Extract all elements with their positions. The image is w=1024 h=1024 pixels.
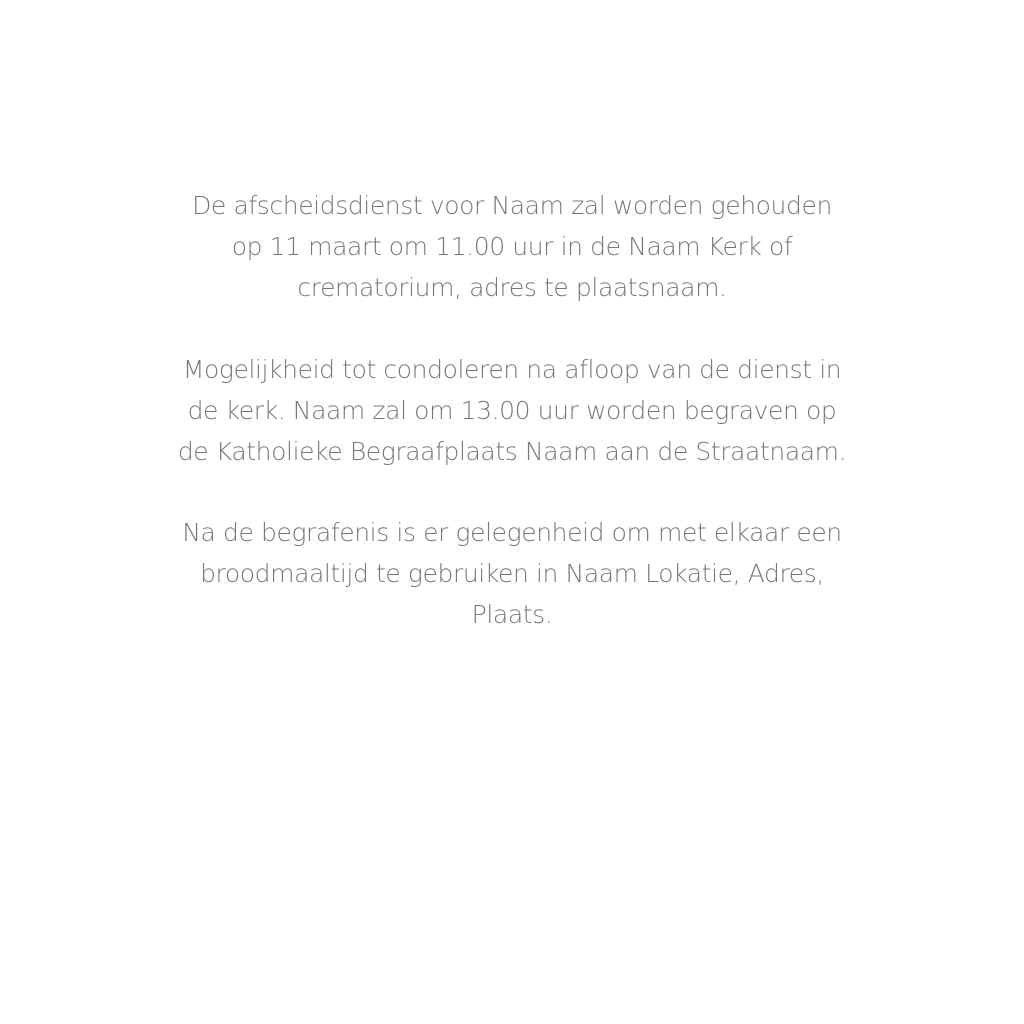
paragraph-line: Plaats. — [471, 600, 553, 629]
paragraph-line: de kerk. Naam zal om 13.00 uur worden begraven op — [187, 396, 837, 425]
paragraph-line: Na de begrafenis is er gelegenheid om met elkaar een — [182, 518, 842, 547]
paragraph-line: De afscheidsdienst voor Naam zal worden gehouden — [192, 191, 832, 220]
paragraph-line: Mogelijkheid tot condoleren na afloop van de dienst in — [182, 355, 842, 384]
paragraph-reception — [140, 512, 884, 635]
paragraph-line: de Katholieke Begraafplaats Naam aan de Straatnaam. — [177, 437, 847, 466]
paragraph-line: op 11 maart om 11.00 uur in de Naam Kerk of — [231, 232, 793, 261]
paragraph-condolence — [140, 349, 884, 472]
paragraph-service — [140, 185, 884, 308]
paragraph-line: crematorium, adres te plaatsnaam. — [297, 273, 727, 302]
paragraph-line: broodmaaltijd te gebruiken in Naam Lokatie, Adres, — [200, 559, 824, 588]
